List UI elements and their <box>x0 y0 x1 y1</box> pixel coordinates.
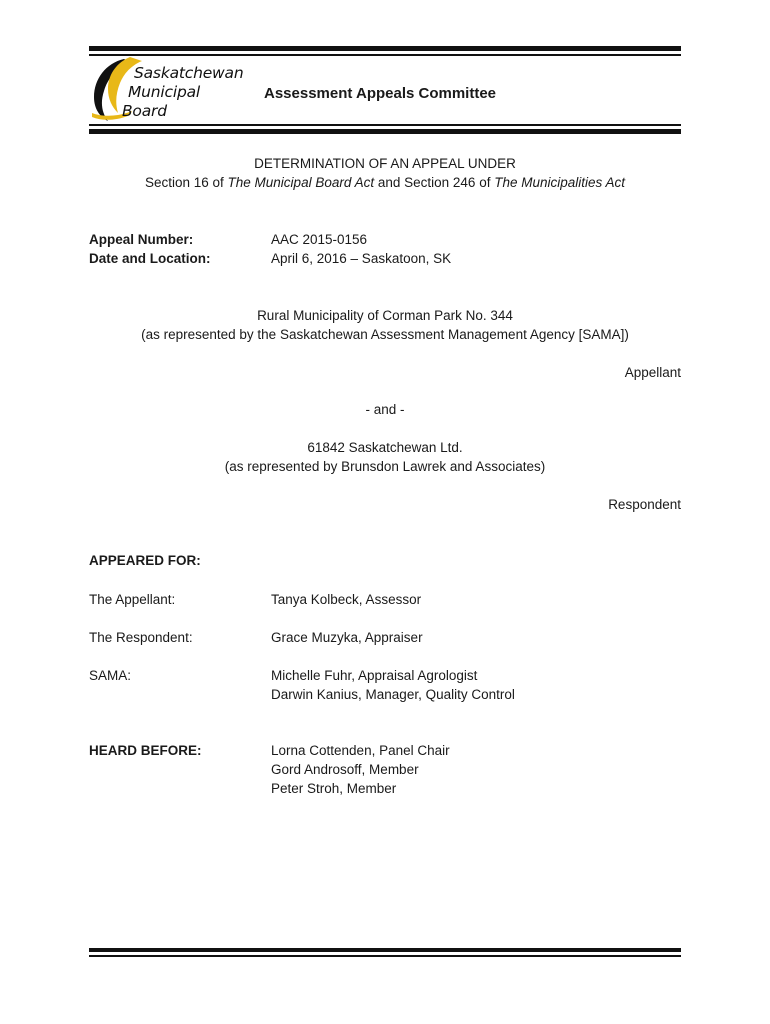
respondent-role: Respondent <box>608 497 681 512</box>
determination-text-a: Section 16 of <box>144 175 228 190</box>
appeared-sama-value-2: Darwin Kanius, Manager, Quality Control <box>271 687 515 702</box>
heard-member-2: Gord Androsoff, Member <box>271 762 419 777</box>
appellant-role: Appellant <box>624 365 681 380</box>
footer-rule-thin <box>89 955 681 957</box>
appeal-number-value: AAC 2015-0156 <box>271 232 368 247</box>
header-top-rule-thick <box>89 46 681 51</box>
respondent-name: 61842 Saskatchewan Ltd. <box>307 440 463 455</box>
heard-member-3: Peter Stroh, Member <box>271 781 397 796</box>
page-title: Assessment Appeals Committee <box>264 85 497 102</box>
logo-text-line3: Board <box>122 102 167 120</box>
header-bottom-rule-thick <box>89 129 681 134</box>
footer-rule-thick <box>89 948 681 952</box>
appeared-for-heading: APPEARED FOR: <box>89 553 201 568</box>
determination-line1: DETERMINATION OF AN APPEAL UNDER <box>254 156 516 171</box>
respondent-represented: (as represented by Brunsdon Lawrek and Associates) <box>224 459 546 474</box>
determination-line2 <box>89 173 681 192</box>
municipal-board-act: The Municipal Board Act <box>227 175 375 190</box>
appeared-appellant-label: The Appellant: <box>89 592 176 607</box>
logo-text-line1: Saskatchewan <box>134 64 244 82</box>
header-bottom-rule-thin <box>89 124 681 126</box>
heard-member-1: Lorna Cottenden, Panel Chair <box>271 743 450 758</box>
date-location-value: April 6, 2016 – Saskatoon, SK <box>271 251 452 266</box>
determination-text-c: and Section 246 of <box>374 175 495 190</box>
appeared-sama-label: SAMA: <box>89 668 132 683</box>
appeared-appellant-value: Tanya Kolbeck, Assessor <box>271 592 422 607</box>
and-separator: - and - <box>365 402 405 417</box>
logo-text-line2: Municipal <box>128 83 200 101</box>
appeal-number-label: Appeal Number: <box>89 232 194 247</box>
date-location-label: Date and Location: <box>89 251 211 266</box>
appellant-represented: (as represented by the Saskatchewan Assessment Management Agency [SAMA]) <box>141 327 629 342</box>
municipalities-act: The Municipalities Act <box>494 175 626 190</box>
heard-before-heading: HEARD BEFORE: <box>89 743 202 758</box>
appeared-respondent-label: The Respondent: <box>89 630 193 645</box>
appeared-respondent-value: Grace Muzyka, Appraiser <box>271 630 423 645</box>
board-logo <box>88 55 258 125</box>
appeared-sama-value-1: Michelle Fuhr, Appraisal Agrologist <box>271 668 478 683</box>
appellant-name: Rural Municipality of Corman Park No. 344 <box>257 308 513 323</box>
